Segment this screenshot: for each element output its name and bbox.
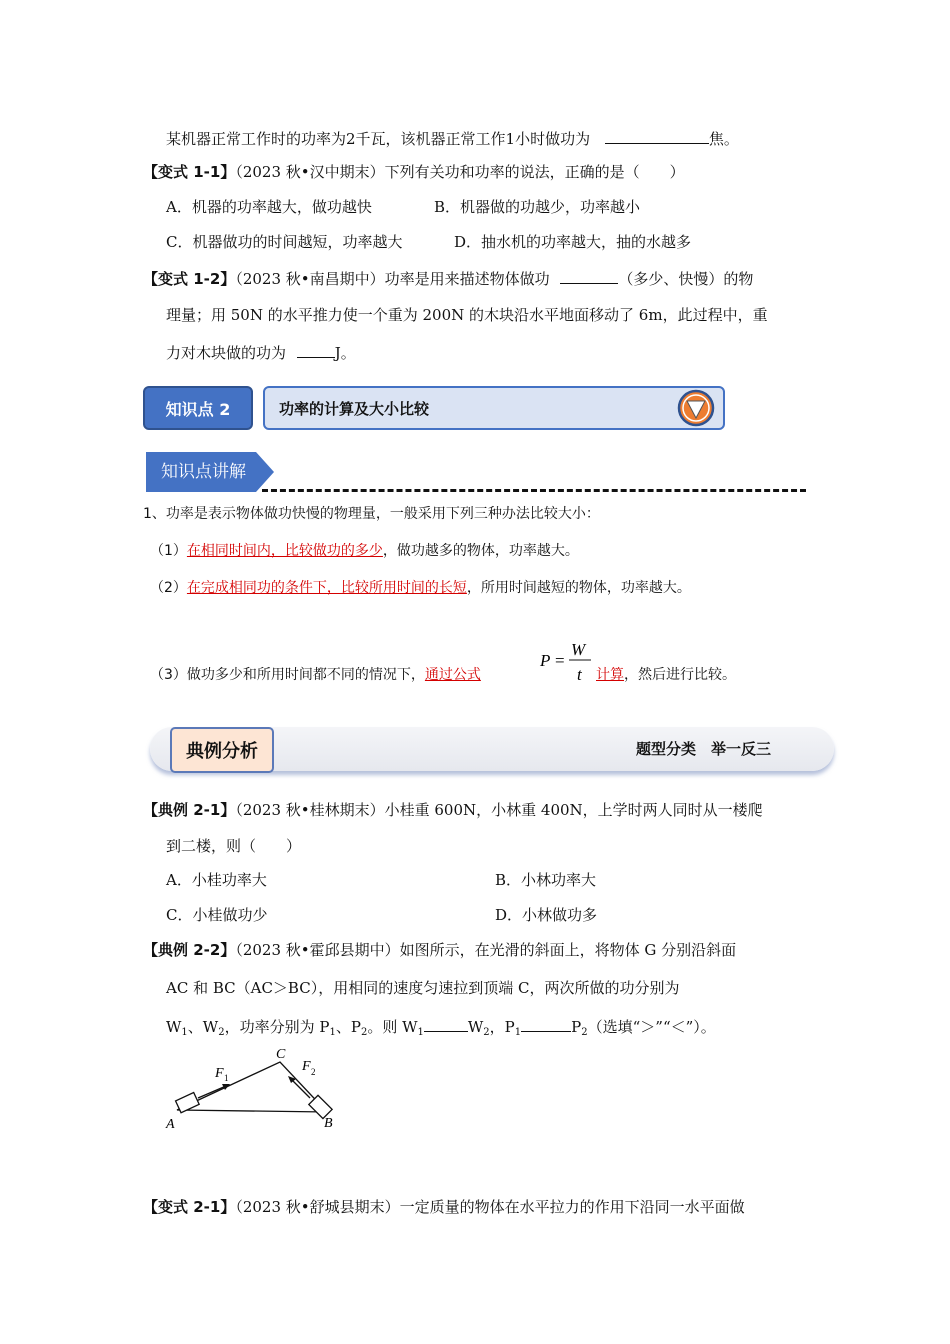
subscript: 2: [218, 1027, 225, 1038]
knowledge-point-label: 知识点 2: [143, 386, 253, 430]
label-f1-sub: 1: [224, 1073, 229, 1083]
variant-1-1-tag: 【变式 1-1】: [143, 163, 236, 181]
option-d: D．小林做功多: [495, 906, 598, 924]
example-2-2-tag: 【典例 2-2】: [143, 941, 236, 959]
variant-1-2-text-cont: （多少、快慢）的物: [618, 270, 754, 288]
triangle-down-icon: [677, 389, 715, 427]
power-formula: [537, 636, 597, 688]
dashed-divider: [262, 489, 806, 492]
formula-p: P: [540, 651, 551, 670]
text-then: 。则 W: [367, 1018, 418, 1036]
typical-tag: 典例分析: [170, 727, 274, 773]
text-w: W: [166, 1018, 182, 1036]
explain-tab-label: 知识点讲解: [161, 462, 246, 482]
formula-t: t: [577, 665, 582, 684]
variant-1-2-line-1: [143, 268, 753, 289]
unit-text: 焦。: [708, 130, 739, 148]
variant-1-2-line-3: [166, 342, 356, 363]
option-c: C．小桂做功少: [166, 906, 268, 924]
option-b: B．机器做的功越少，功率越小: [434, 198, 641, 216]
text-sep: 、W: [187, 1018, 219, 1036]
option-d: D．抽水机的功率越大，抽的水越多: [454, 233, 692, 251]
text-p: P: [571, 1018, 582, 1036]
example-2-2-line-3: [166, 1016, 716, 1037]
option-a: A．小桂功率大: [166, 871, 267, 889]
label-b: B: [324, 1116, 333, 1131]
highlight-text: 通过公式: [424, 667, 481, 683]
example-2-1-text: （2023 秋•桂林期末）小桂重 600N，小林重 400N，上学时两人同时从一楼爬: [235, 801, 763, 819]
variant-2-1-line: [143, 1197, 745, 1217]
example-2-1-line-1: [143, 800, 763, 820]
force-arrow-f1: [198, 1086, 226, 1098]
item-text: ，所用时间越短的物体，功率越大。: [466, 580, 691, 596]
text-sep: 、P: [335, 1018, 361, 1036]
label-f2-sub: 2: [311, 1067, 316, 1077]
answer-blank[interactable]: [424, 1016, 468, 1032]
example-2-1-tag: 【典例 2-1】: [143, 801, 236, 819]
formula-eq: =: [555, 651, 565, 670]
label-f1: F: [215, 1066, 224, 1081]
variant-1-2-tag: 【变式 1-2】: [143, 270, 236, 288]
text-p: ，功率分别为 P: [224, 1018, 330, 1036]
formula-w: W: [571, 640, 586, 659]
highlight-text: 在完成相同功的条件下，比较所用时间的长短: [186, 580, 467, 596]
explain-paragraph-1: 1、功率是表示物体做功快慢的物理量，一般采用下列三种办法比较大小：: [143, 506, 600, 522]
option-a: A．机器的功率越大，做功越快: [166, 198, 372, 216]
answer-blank[interactable]: [605, 128, 709, 144]
answer-blank[interactable]: [297, 342, 335, 358]
highlight-text: 在相同时间内，比较做功的多少: [186, 543, 383, 559]
question-intro-line: [166, 128, 739, 149]
subscript: 1: [417, 1027, 424, 1038]
example-2-1-line-2: 到二楼，则（ ）: [166, 837, 302, 855]
variant-2-1-text: （2023 秋•舒城县期末）一定质量的物体在水平拉力的作用下沿同一水平面做: [235, 1198, 745, 1216]
label-f2: F: [302, 1059, 311, 1074]
explain-paragraph-2: [150, 541, 579, 561]
knowledge-point-title: [263, 386, 725, 430]
item-text: （3）做功多少和所用时间都不同的情况下，: [150, 667, 425, 683]
typical-subtitle: 题型分类 举一反三: [636, 740, 772, 758]
variant-1-2-text-3: 力对木块做的功为: [166, 344, 287, 362]
explain-paragraph-4b: [596, 665, 736, 685]
variant-2-1-tag: 【变式 2-1】: [143, 1198, 236, 1216]
subscript: 2: [581, 1027, 588, 1038]
variant-1-2-line-2: 理量；用 50N 的水平推力使一个重为 200N 的木块沿水平地面移动了 6m，此过程中，重: [166, 306, 768, 324]
subscript: 1: [329, 1027, 336, 1038]
variant-1-1-text: （2023 秋•汉中期末）下列有关功和功率的说法，正确的是（ ）: [235, 163, 685, 181]
subscript: 1: [181, 1027, 188, 1038]
text-tail: （选填“＞”“＜”）。: [587, 1018, 716, 1036]
example-2-2-line-1: [143, 940, 736, 960]
example-2-2-line-2: AC 和 BC（AC＞BC），用相同的速度匀速拉到顶端 C，两次所做的功分别为: [166, 979, 680, 997]
highlight-text: 计算: [596, 667, 624, 683]
answer-blank[interactable]: [521, 1016, 571, 1032]
option-b: B．小林功率大: [495, 871, 597, 889]
force-arrow-f2: [292, 1080, 310, 1098]
incline-diagram: [160, 1048, 350, 1138]
item-text: ，然后进行比较。: [624, 667, 736, 683]
knowledge-point-title-text: 功率的计算及大小比较: [279, 399, 430, 418]
text-w: W: [467, 1018, 484, 1036]
subscript: 2: [483, 1027, 490, 1038]
label-a: A: [166, 1117, 175, 1132]
subscript: 1: [514, 1027, 522, 1038]
variant-1-1-line: [143, 162, 685, 182]
question-intro-text: 某机器正常工作时的功率为2千瓦，该机器正常工作1小时做功为: [166, 130, 591, 148]
example-2-2-text: （2023 秋•霍邱县期中）如图所示，在光滑的斜面上，将物体 G 分别沿斜面: [235, 941, 737, 959]
explain-paragraph-3: [150, 578, 691, 598]
item-number: （2）: [150, 580, 187, 596]
option-c: C．机器做功的时间越短，功率越大: [166, 233, 403, 251]
subscript: 2: [360, 1027, 368, 1038]
variant-1-2-text: （2023 秋•南昌期中）功率是用来描述物体做功: [235, 270, 550, 288]
item-text: ，做功越多的物体，功率越大。: [382, 543, 579, 559]
text-p: ，P: [489, 1018, 515, 1036]
answer-blank[interactable]: [560, 268, 618, 284]
label-c: C: [276, 1048, 286, 1062]
explain-paragraph-4a: [150, 665, 481, 685]
unit-text: J。: [334, 344, 356, 362]
item-number: （1）: [150, 543, 187, 559]
